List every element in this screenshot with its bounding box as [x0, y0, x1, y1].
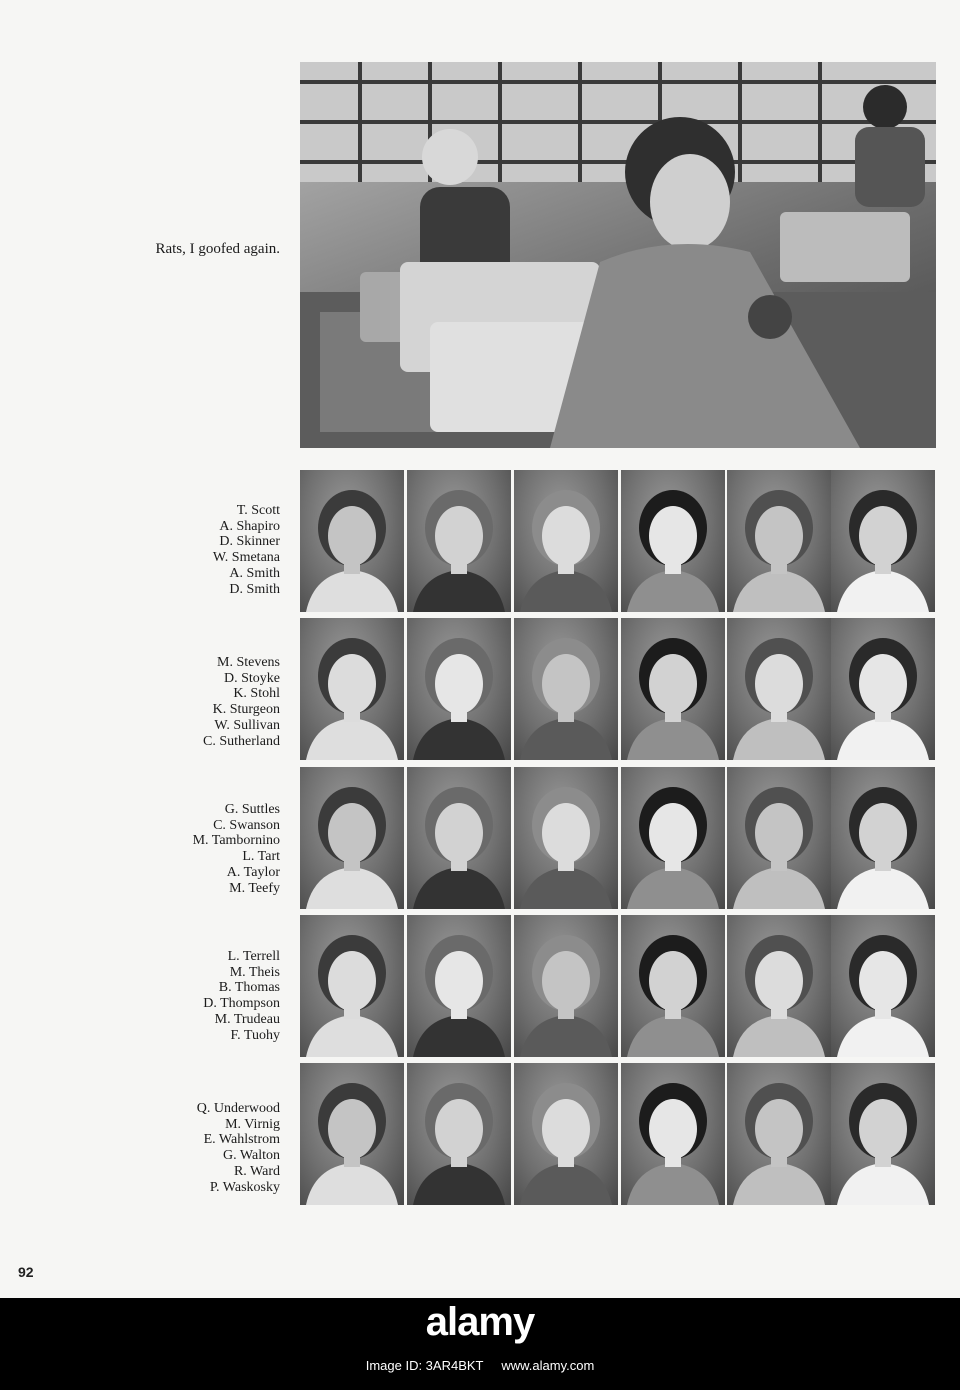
student-portrait	[621, 767, 725, 909]
classroom-typing-photo	[300, 62, 936, 448]
page-number: 92	[18, 1264, 34, 1280]
student-name: G. Suttles	[224, 802, 280, 817]
student-name: M. Theis	[229, 964, 280, 980]
student-name: T. Scott	[236, 503, 280, 518]
student-portrait	[514, 915, 618, 1057]
student-portrait	[727, 618, 831, 760]
student-name: A. Shapiro	[219, 518, 280, 534]
student-name: D. Smith	[229, 581, 280, 597]
student-portrait	[300, 618, 404, 760]
student-name: A. Smith	[229, 565, 280, 581]
student-portrait	[621, 915, 725, 1057]
image-id: Image ID: 3AR4BKT	[365, 1358, 484, 1373]
student-portrait	[407, 470, 511, 612]
student-name: M. Stevens	[217, 655, 280, 670]
student-portrait	[621, 618, 725, 760]
student-portrait	[727, 915, 831, 1057]
watermark-details	[0, 1358, 960, 1373]
student-portrait	[514, 767, 618, 909]
student-portrait	[831, 470, 935, 612]
student-name: K. Sturgeon	[212, 702, 280, 718]
student-portrait	[727, 767, 831, 909]
student-name: W. Smetana	[212, 550, 280, 566]
names-row-3	[193, 802, 280, 896]
student-portrait	[407, 767, 511, 909]
student-portrait	[621, 1063, 725, 1205]
names-row-2	[203, 655, 280, 749]
student-portrait	[300, 470, 404, 612]
student-name: M. Teefy	[229, 880, 280, 896]
student-name: C. Sutherland	[203, 733, 280, 749]
student-portrait	[407, 915, 511, 1057]
student-name: E. Wahlstrom	[203, 1132, 280, 1148]
student-name: L. Tart	[242, 849, 280, 865]
student-name: P. Waskosky	[209, 1179, 280, 1195]
student-portrait	[831, 618, 935, 760]
student-portrait	[831, 1063, 935, 1205]
student-name: K. Stohl	[233, 686, 280, 702]
student-portrait	[727, 470, 831, 612]
student-portrait	[727, 1063, 831, 1205]
student-portrait	[831, 915, 935, 1057]
student-portrait	[514, 470, 618, 612]
student-name: L. Terrell	[227, 949, 280, 964]
names-row-5	[197, 1101, 280, 1195]
student-portrait	[831, 767, 935, 909]
alamy-logo: alamy	[425, 1300, 535, 1344]
student-portrait	[514, 1063, 618, 1205]
student-name: D. Thompson	[203, 996, 280, 1012]
student-name: G. Walton	[223, 1148, 280, 1164]
student-portrait	[300, 915, 404, 1057]
student-name: Q. Underwood	[196, 1101, 280, 1116]
student-name: D. Skinner	[219, 534, 280, 550]
student-portrait	[514, 618, 618, 760]
student-name: R. Ward	[233, 1163, 280, 1179]
student-name: C. Swanson	[213, 817, 280, 833]
student-name: D. Stoyke	[224, 670, 280, 686]
student-portrait	[300, 767, 404, 909]
watermark-url: www.alamy.com	[501, 1358, 595, 1373]
student-name: F. Tuohy	[230, 1027, 280, 1043]
student-name: M. Tambornino	[192, 833, 280, 849]
student-name: A. Taylor	[226, 864, 280, 880]
names-row-1	[213, 503, 280, 597]
student-name: B. Thomas	[218, 980, 280, 996]
student-portrait	[407, 1063, 511, 1205]
student-name: M. Trudeau	[214, 1011, 280, 1027]
student-name: W. Sullivan	[214, 717, 280, 733]
names-row-4	[203, 949, 280, 1043]
student-portrait	[407, 618, 511, 760]
student-portrait	[621, 470, 725, 612]
student-portrait	[300, 1063, 404, 1205]
student-name: M. Virnig	[225, 1116, 280, 1132]
photo-caption: Rats, I goofed again.	[155, 241, 280, 257]
